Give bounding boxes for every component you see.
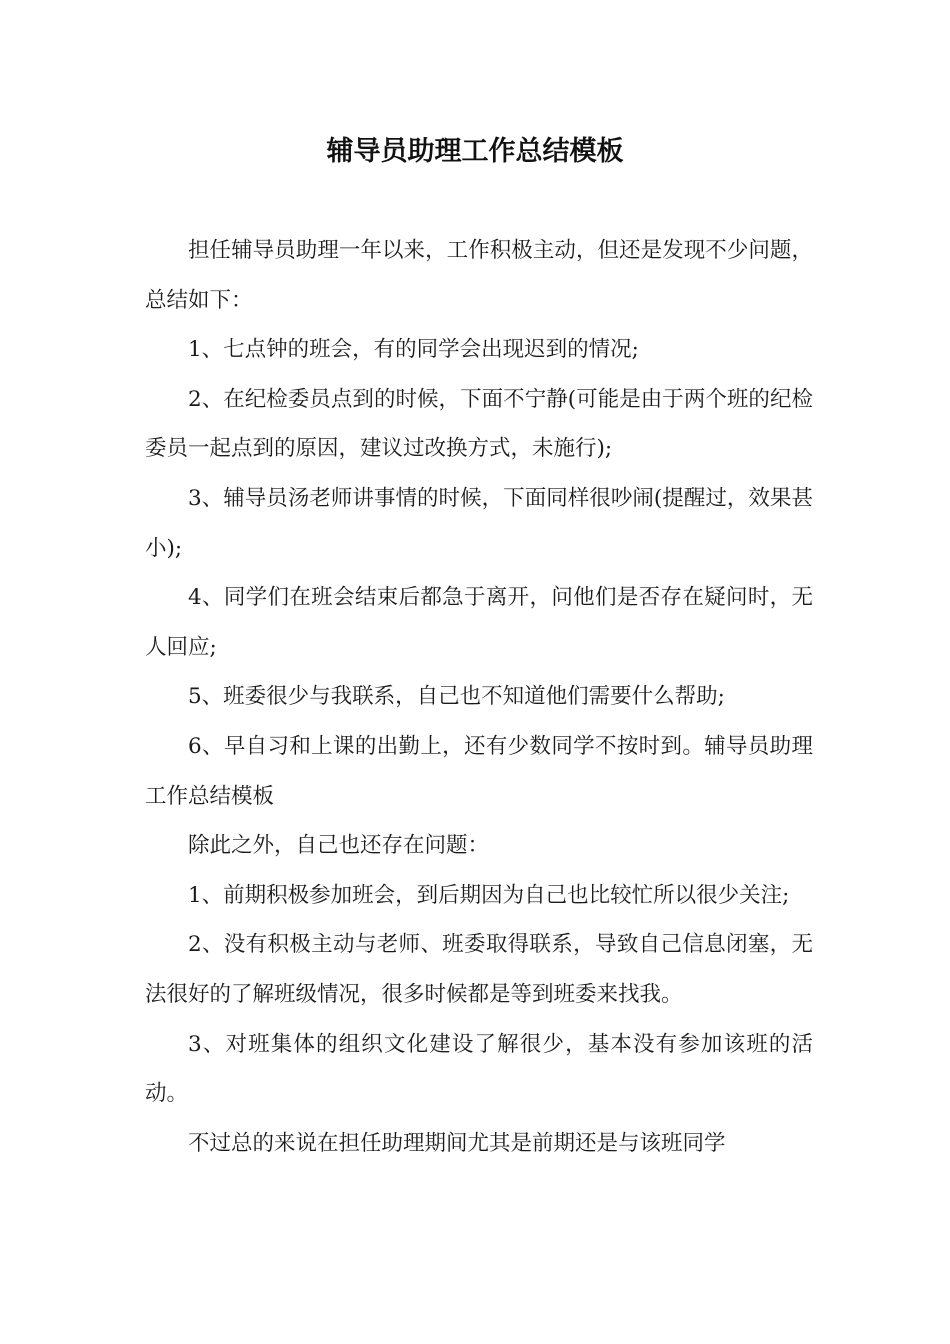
- document-body: [145, 226, 813, 1168]
- paragraph-item-2: 2、在纪检委员点到的时候，下面不宁静(可能是由于两个班的纪检委员一起点到的原因，建议过改换方式，未施行);: [145, 386, 813, 462]
- paragraph-intro: 担任辅导员助理一年以来，工作积极主动，但还是发现不少问题，总结如下：: [145, 238, 813, 313]
- paragraph-item-6: 6、早自习和上课的出勤上，还有少数同学不按时到。辅导员助理工作总结模板: [145, 733, 813, 809]
- paragraph-item-5: 5、班委很少与我联系，自己也不知道他们需要什么帮助;: [188, 684, 725, 710]
- paragraph-item-4: 4、同学们在班会结束后都急于离开，问他们是否存在疑问时，无人回应;: [145, 585, 813, 660]
- paragraph-item-3: 3、辅导员汤老师讲事情的时候，下面同样很吵闹(提醒过，效果甚小);: [145, 485, 813, 561]
- paragraph-item-1: 1、七点钟的班会，有的同学会出现迟到的情况;: [188, 337, 639, 363]
- paragraph-self-issue-1: 1、前期积极参加班会，到后期因为自己也比较忙所以很少关注;: [188, 882, 790, 908]
- document-title: 辅导员助理工作总结模板: [326, 136, 624, 167]
- paragraph-self-issues-intro: 除此之外，自己也还存在问题：: [188, 833, 490, 859]
- paragraph-self-issue-2: 2、没有积极主动与老师、班委取得联系，导致自己信息闭塞，无法很好的了解班级情况，很多时候都是等到班委来找我。: [145, 932, 813, 1007]
- paragraph-closing: 不过总的来说在担任助理期间尤其是前期还是与该班同学: [188, 1130, 726, 1156]
- paragraph-self-issue-3: 3、对班集体的组织文化建设了解很少，基本没有参加该班的活动。: [145, 1031, 813, 1107]
